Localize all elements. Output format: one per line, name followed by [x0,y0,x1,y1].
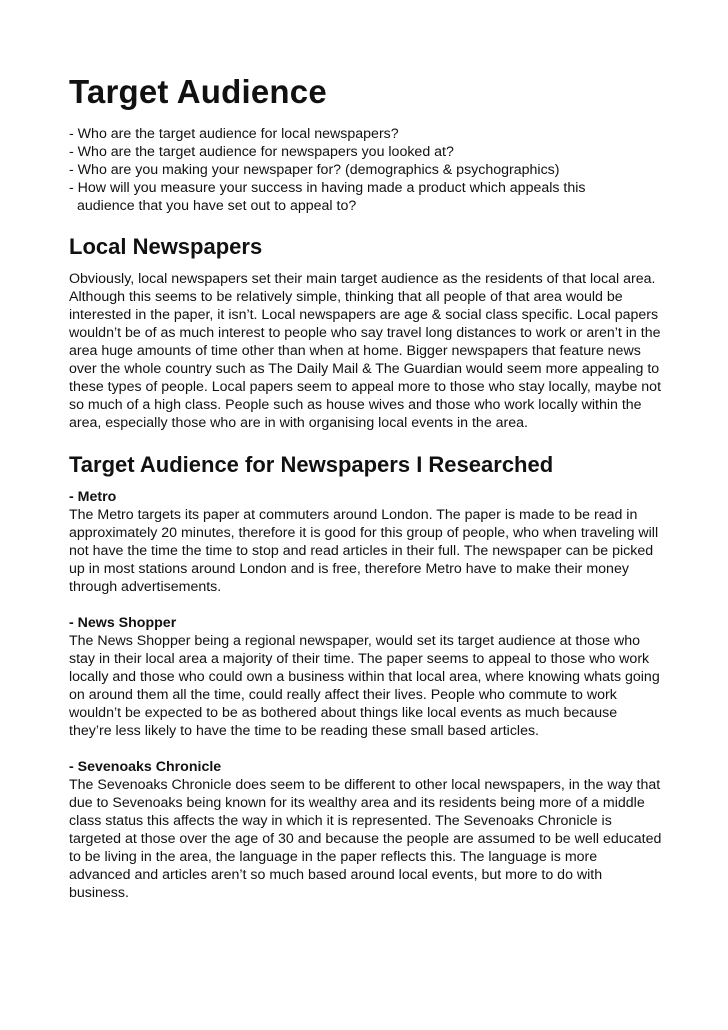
local-body-text: Obviously, local newspapers set their main target audience as the residents of that local area. Although this seems to be relatively simple, thinking that all people of that area would be interested in the paper, it isn’t. Local newspapers are age & social class specific. Local papers wouldn’t be of as much interest to people who say travel long distances to work or aren’t in the area huge amounts of time other than when at home. Bigger newspapers that feature news over the whole country such as The Daily Mail & The Guardian would seem more appealing to these types of people. Local papers seem to appeal more to those who stay locally, maybe not so much of a high class. People such as house wives and those who work locally within the area, especially those who are in with organising local events in the area. [69,271,662,431]
researched-section [69,451,662,902]
question-item: - Who are the target audience for local newspapers? [69,126,399,142]
page-title: Target Audience [69,73,327,110]
question-item [69,179,662,215]
local-newspapers-section [69,233,662,432]
question-text: - How will you measure your success in having made a product which appeals this [69,180,586,196]
question-list [69,125,662,215]
section-heading-researched: Target Audience for Newspapers I Researched [69,452,554,477]
paper-body: The News Shopper being a regional newspaper, would set its target audience at those who stay in their local area a majority of their time. The paper seems to appeal to those who work locally and those who could own a business within that local area, where knowing whats going on around them all the time, could really affect their lives. People who commute to work wouldn’t be expected to be as bothered about things like local events as much because they’re less likely to have the time to be reading these small based articles. [69,633,660,739]
paper-news-shopper [69,614,662,740]
paper-title: - News Shopper [69,615,177,631]
paper-body: The Sevenoaks Chronicle does seem to be different to other local newspapers, in the way that due to Sevenoaks being known for its wealthy area and its residents being more of a middle class status this affects the way in which it is represented. The Sevenoaks Chronicle is targeted at those over the age of 30 and because the people are assumed to be well educated to be living in the area, the language in the paper reflects this. The language is more advanced and articles aren’t so much based around local events, but more to do with business. [69,777,662,901]
section-heading-local: Local Newspapers [69,234,263,259]
question-continuation: audience that you have set out to appeal to? [77,198,357,214]
question-item: - Who are you making your newspaper for? (demographics & psychographics) [69,162,560,178]
paper-metro [69,488,662,596]
paper-body: The Metro targets its paper at commuters around London. The paper is made to be read in approximately 20 minutes, therefore it is good for this group of people, who when traveling will not have the time the time to stop and read articles in their full. The newspaper can be picked up in most stations around London and is free, therefore Metro have to make their money through advertisements. [69,507,659,595]
paper-sevenoaks-chronicle [69,758,662,902]
question-item: - Who are the target audience for newspapers you looked at? [69,144,454,160]
paper-title: - Sevenoaks Chronicle [69,759,222,775]
paper-title: - Metro [69,489,117,505]
